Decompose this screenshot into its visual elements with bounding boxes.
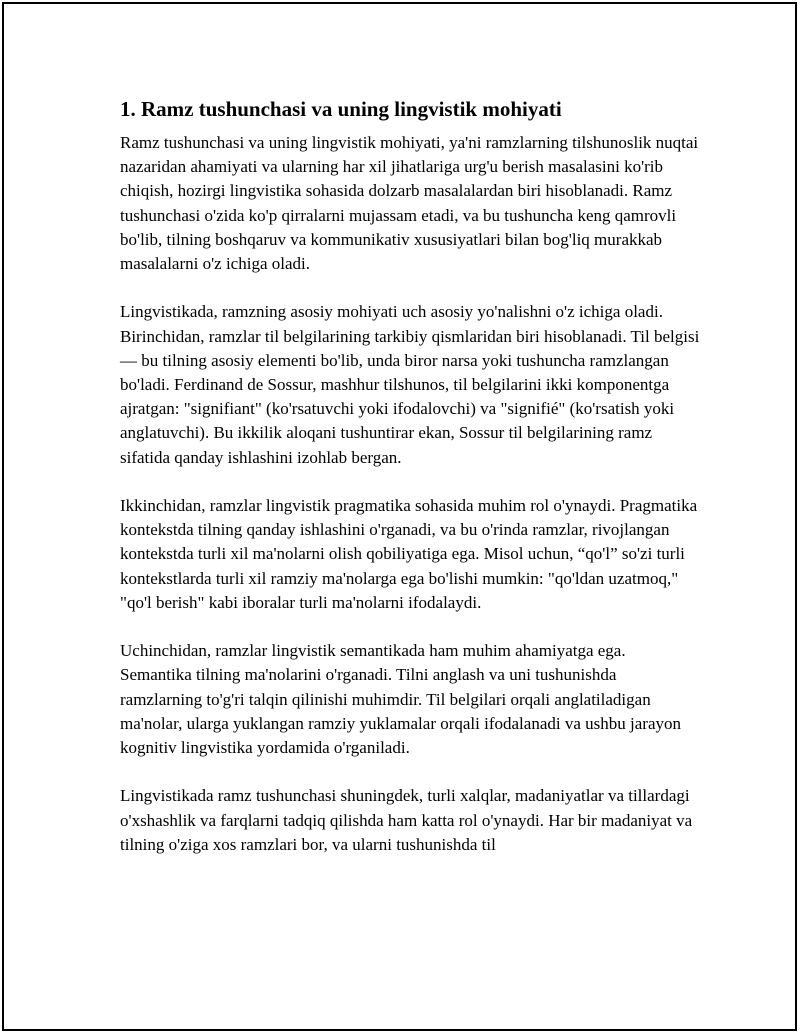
paragraph-2: Lingvistikada, ramzning asosiy mohiyati uch asosiy yo'nalishni o'z ichiga oladi. Birinchidan, ramzlar til belgilarining tarkibiy qismlaridan biri hisoblanadi. Til belgisi — bu tilning asosiy elementi bo'lib, unda biror narsa yoki tushuncha ramzlangan bo'ladi. Ferdinand de Sossur, mashhur tilshunos, til belgilarini ikki komponentga ajratgan: "signifiant" (ko'rsatuvchi yoki ifodalovchi) va "signifié" (ko'rsatish yoki anglatuvchi). Bu ikkilik aloqani tushuntirar ekan, Sossur til belgilarining ramz sifatida qanday ishlashini izohlab bergan. [120,302,700,467]
paragraph-5: Lingvistikada ramz tushunchasi shuningdek, turli xalqlar, madaniyatlar va tillardagi o'xshashlik va farqlarni tadqiq qilishda ham katta rol o'ynaydi. Har bir madaniyat va tilning o'ziga xos ramzlari bor, va ularni tushunishda til [120,786,693,854]
paragraph-4: Uchinchidan, ramzlar lingvistik semantikada ham muhim ahamiyatga ega. Semantika tilning ma'nolarini o'rganadi. Tilni anglash va uni tushunishda ramzlarning to'g'ri talqin qilinishi muhimdir. Til belgilari orqali anglatiladigan ma'nolar, ularga yuklangan ramziy yuklamalar orqali ifodalanadi va ushbu jarayon kognitiv lingvistika yordamida o'rganiladi. [120,641,681,758]
document-body [120,96,700,881]
document-page [2,2,797,1031]
paragraph-3: Ikkinchidan, ramzlar lingvistik pragmatika sohasida muhim rol o'ynaydi. Pragmatika kontekstda tilning qanday ishlashini o'rganadi, va bu o'rinda ramzlar, rivojlangan kontekstda turli xil ma'nolarni olish qobiliyatiga ega. Misol uchun, “qo'l” so'zi turli kontekstlarda turli xil ramziy ma'nolarga ega bo'lishi mumkin: "qo'ldan uzatmoq," "qo'l berish" kabi iboralar turli ma'nolarni ifodalaydi. [120,496,698,612]
paragraph-1: Ramz tushunchasi va uning lingvistik mohiyati, ya'ni ramzlarning tilshunoslik nuqtai nazaridan ahamiyati va ularning har xil jihatlariga urg'u berish masalasini ko'rib chiqish, hozirgi lingvistika sohasida dolzarb masalalardan biri hisoblanadi. Ramz tushunchasi o'zida ko'p qirralarni mujassam etadi, va bu tushuncha keng qamrovli bo'lib, tilning boshqaruv va kommunikativ xususiyatlari bilan bog'liq murakkab masalalarni o'z ichiga oladi. [120,133,699,274]
section-heading: 1. Ramz tushunchasi va uning lingvistik mohiyati [120,97,562,121]
